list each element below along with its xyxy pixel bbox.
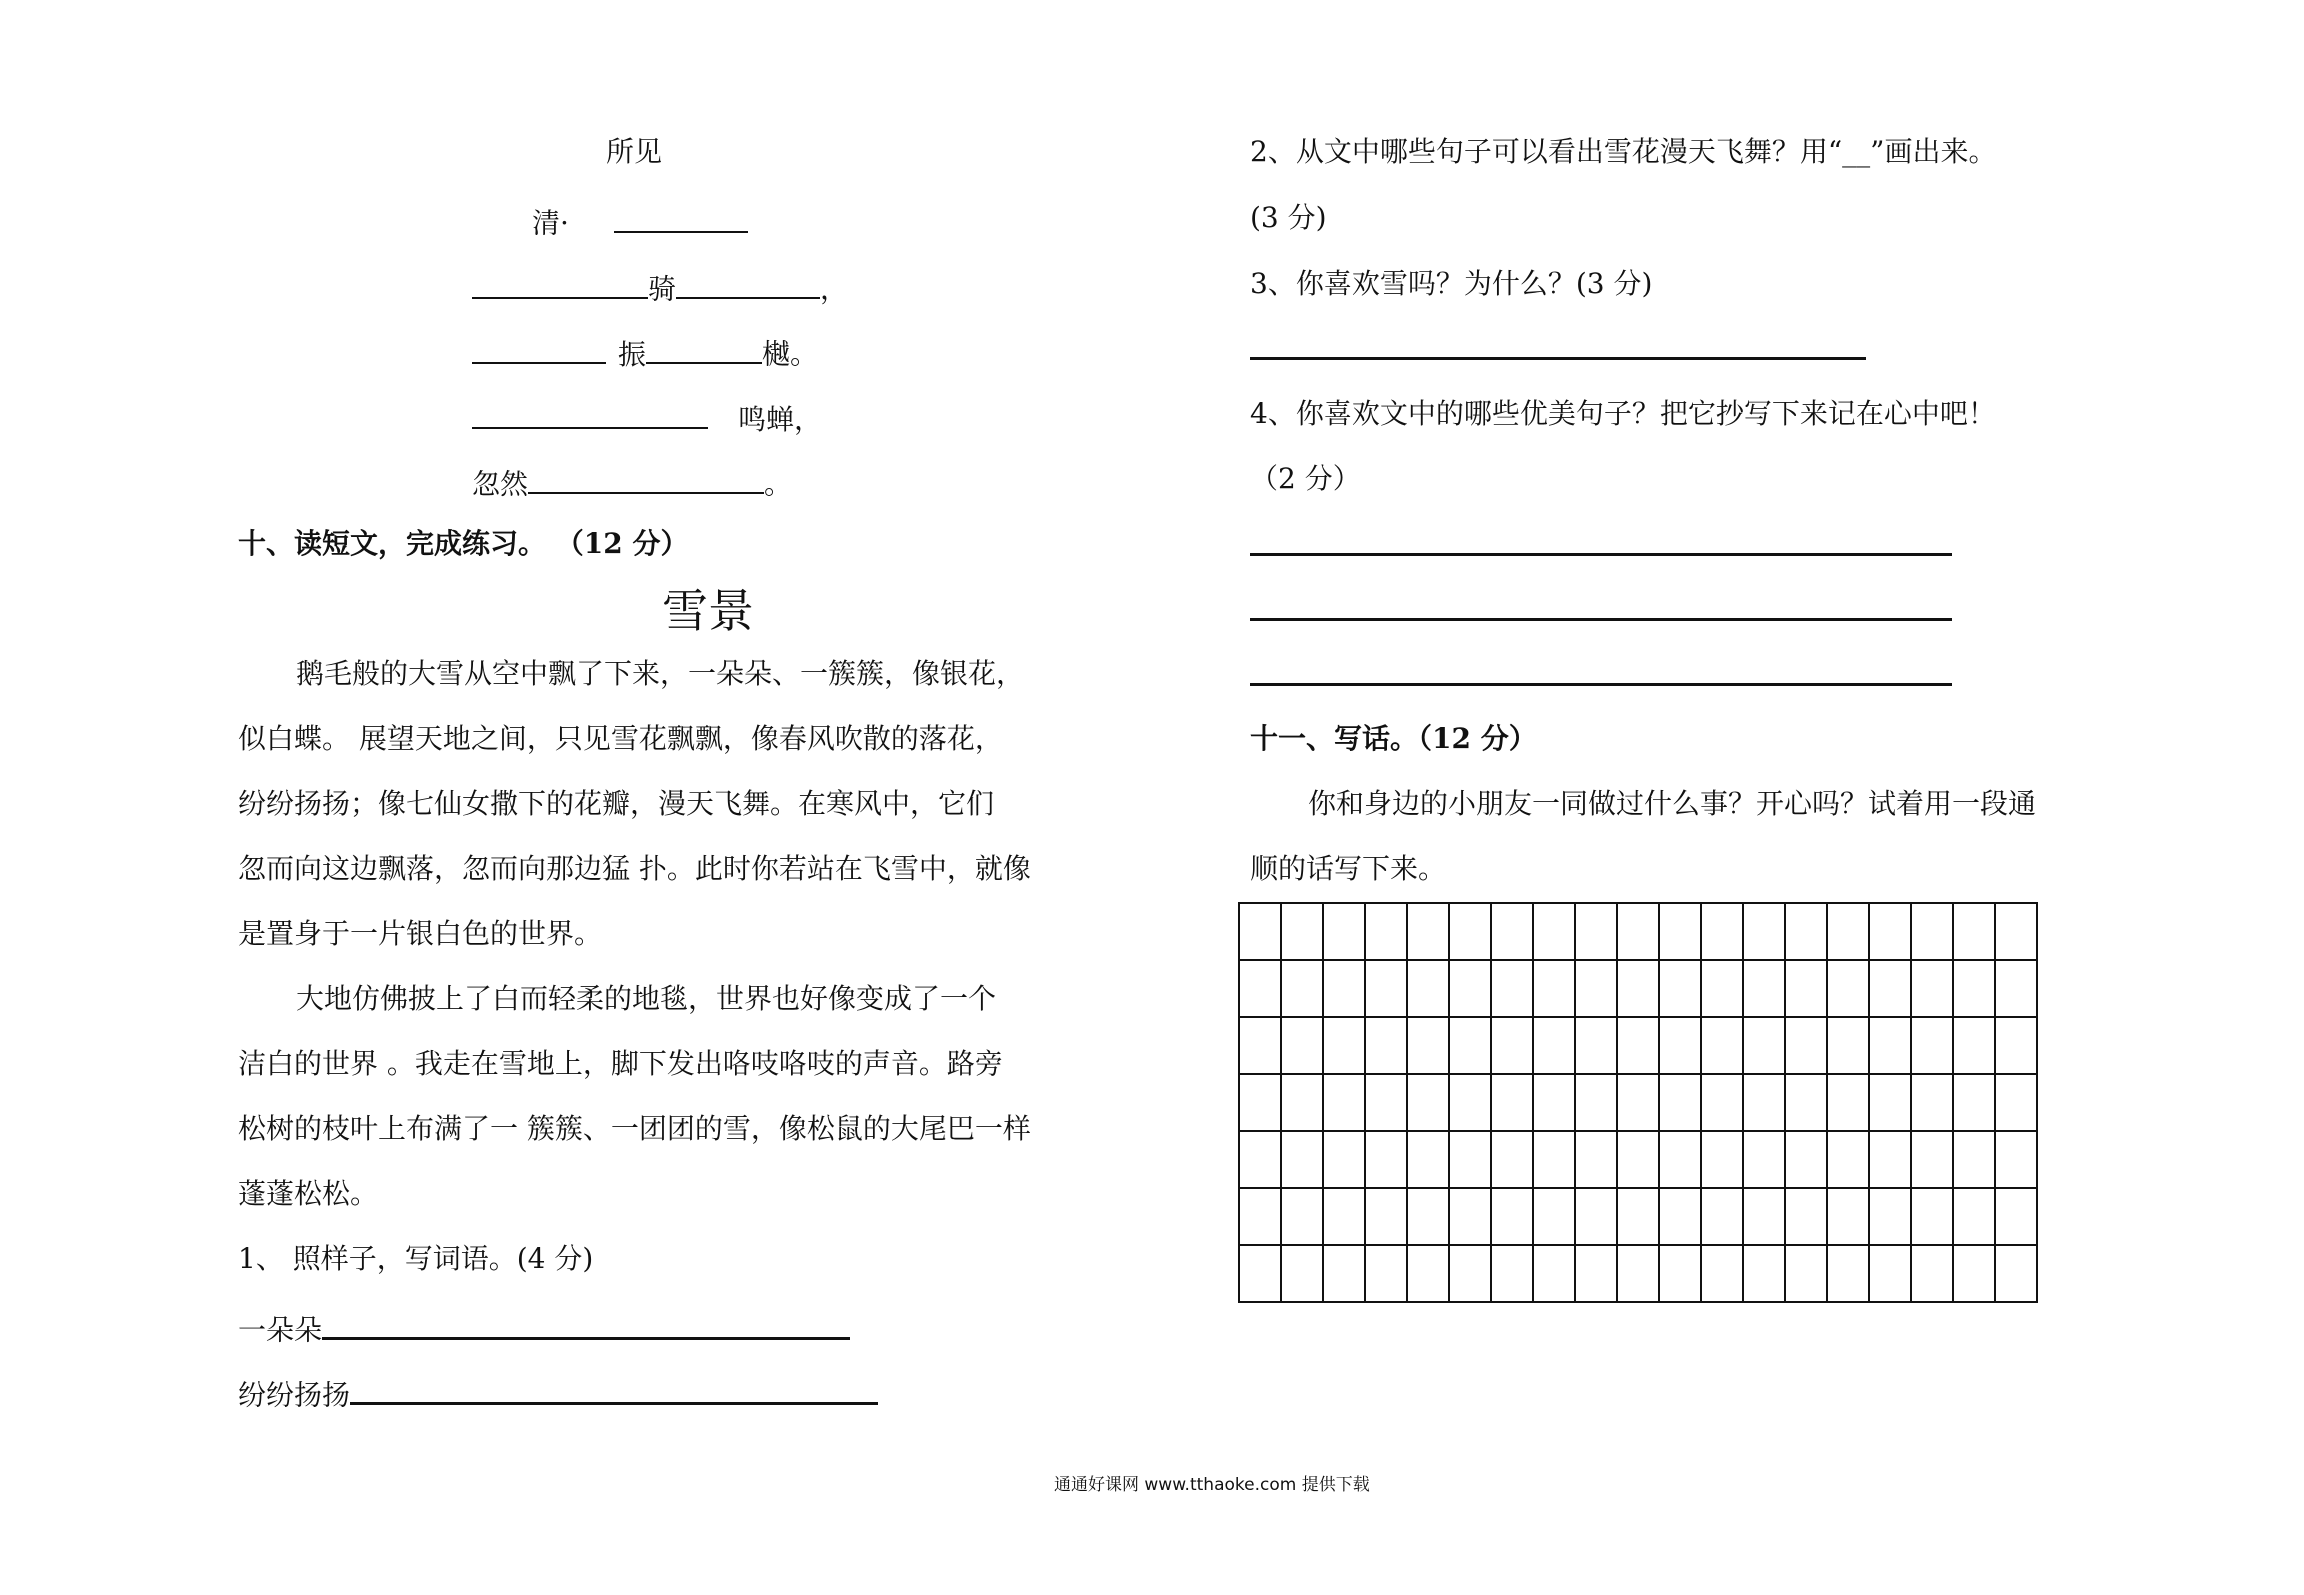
grid-cell[interactable] (1911, 1074, 1953, 1131)
grid-cell[interactable] (1701, 1074, 1743, 1131)
grid-cell[interactable] (1659, 1074, 1701, 1131)
grid-cell[interactable] (1491, 1131, 1533, 1188)
q1-answer-a (238, 1310, 850, 1345)
grid-row (1239, 1074, 2037, 1131)
poem-text: 骑 (648, 272, 677, 306)
grid-cell[interactable] (1491, 1188, 1533, 1245)
grid-cell[interactable] (1743, 960, 1785, 1017)
grid-cell[interactable] (1617, 1188, 1659, 1245)
grid-cell[interactable] (1995, 903, 2037, 960)
grid-cell[interactable] (1449, 1017, 1491, 1074)
grid-cell[interactable] (1911, 960, 1953, 1017)
passage-title: 雪景 (662, 584, 754, 638)
grid-cell[interactable] (1575, 903, 1617, 960)
grid-cell[interactable] (1323, 1074, 1365, 1131)
grid-row (1239, 1245, 2037, 1302)
grid-cell[interactable] (1869, 1074, 1911, 1131)
grid-cell[interactable] (1953, 1074, 1995, 1131)
passage-line: 纷纷扬扬；像七仙女撒下的花瓣，漫天飞舞。在寒风中，它们 (238, 787, 995, 820)
grid-cell[interactable] (1533, 1074, 1575, 1131)
grid-row (1239, 1131, 2037, 1188)
grid-cell[interactable] (1953, 1245, 1995, 1302)
poem-line-1 (472, 270, 848, 304)
grid-cell[interactable] (1365, 1188, 1407, 1245)
grid-row (1239, 1188, 2037, 1245)
grid-cell[interactable] (1491, 903, 1533, 960)
passage-line: 忽而向这边飘落，忽而向那边猛 扑。此时你若站在飞雪中，就像 (238, 852, 1031, 885)
grid-cell[interactable] (1365, 1131, 1407, 1188)
q1-blank-a[interactable] (322, 1310, 850, 1340)
grid-cell[interactable] (1533, 1017, 1575, 1074)
grid-cell[interactable] (1281, 1074, 1323, 1131)
section-10-heading: 十、读短文，完成练习。 （12 分） (238, 527, 689, 560)
grid-cell[interactable] (1617, 960, 1659, 1017)
grid-cell[interactable] (1323, 1017, 1365, 1074)
question-2: 2、从文中哪些句子可以看出雪花漫天飞舞？用“__”画出来。 (1250, 135, 1997, 168)
grid-cell[interactable] (1533, 1188, 1575, 1245)
grid-cell[interactable] (1743, 1188, 1785, 1245)
grid-cell[interactable] (1281, 1245, 1323, 1302)
grid-cell[interactable] (1491, 1017, 1533, 1074)
grid-cell[interactable] (1827, 1131, 1869, 1188)
grid-cell[interactable] (1365, 1245, 1407, 1302)
grid-cell[interactable] (1743, 1245, 1785, 1302)
grid-cell[interactable] (1575, 1131, 1617, 1188)
grid-cell[interactable] (1239, 960, 1281, 1017)
footer-credit: 通通好课网 www.tthaoke.com 提供下载 (1054, 1475, 1370, 1495)
q1-blank-b[interactable] (350, 1375, 878, 1405)
question-2-score: (3 分) (1250, 201, 1327, 234)
grid-cell[interactable] (1995, 1131, 2037, 1188)
grid-cell[interactable] (1869, 1245, 1911, 1302)
grid-cell[interactable] (1743, 1131, 1785, 1188)
grid-cell[interactable] (1785, 960, 1827, 1017)
grid-cell[interactable] (1869, 1017, 1911, 1074)
grid-cell[interactable] (1575, 1074, 1617, 1131)
grid-cell[interactable] (1365, 1074, 1407, 1131)
section-11-heading: 十一、写话。（12 分） (1250, 722, 1537, 755)
grid-cell[interactable] (1575, 1017, 1617, 1074)
q4-answer-line[interactable] (1250, 553, 1952, 556)
grid-cell[interactable] (1449, 960, 1491, 1017)
grid-cell[interactable] (1449, 1074, 1491, 1131)
grid-cell[interactable] (1785, 1245, 1827, 1302)
grid-cell[interactable] (1953, 903, 1995, 960)
grid-cell[interactable] (1827, 1074, 1869, 1131)
grid-cell[interactable] (1617, 1131, 1659, 1188)
grid-cell[interactable] (1953, 1188, 1995, 1245)
passage-line: 蓬蓬松松。 (238, 1177, 379, 1210)
question-4: 4、你喜欢文中的哪些优美句子？把它抄写下来记在心中吧！ (1250, 397, 1996, 430)
poem-author-prefix: 清· (532, 206, 569, 240)
grid-cell[interactable] (1995, 1074, 2037, 1131)
grid-cell[interactable] (1449, 1245, 1491, 1302)
grid-cell[interactable] (1281, 903, 1323, 960)
q4-answer-line[interactable] (1250, 618, 1952, 621)
grid-cell[interactable] (1911, 1245, 1953, 1302)
grid-cell[interactable] (1953, 1017, 1995, 1074)
grid-cell[interactable] (1533, 903, 1575, 960)
grid-cell[interactable] (1491, 1245, 1533, 1302)
grid-cell[interactable] (1323, 960, 1365, 1017)
grid-cell[interactable] (1785, 1074, 1827, 1131)
grid-cell[interactable] (1743, 1074, 1785, 1131)
grid-cell[interactable] (1659, 1017, 1701, 1074)
grid-cell[interactable] (1659, 903, 1701, 960)
writing-prompt: 你和身边的小朋友一同做过什么事？开心吗？试着用一段通 (1308, 787, 2037, 820)
poem-text: 。 (764, 467, 793, 501)
grid-cell[interactable] (1785, 1017, 1827, 1074)
poem-blank[interactable] (528, 465, 764, 494)
grid-cell[interactable] (1365, 1017, 1407, 1074)
passage-line: 松树的枝叶上布满了一 簇簇、一团团的雪，像松鼠的大尾巴一样 (238, 1112, 1031, 1145)
author-blank[interactable] (614, 204, 748, 233)
grid-cell[interactable] (1239, 1188, 1281, 1245)
grid-cell[interactable] (1743, 1017, 1785, 1074)
grid-cell[interactable] (1869, 960, 1911, 1017)
grid-cell[interactable] (1869, 1188, 1911, 1245)
grid-cell[interactable] (1449, 1131, 1491, 1188)
q1-answer-b (238, 1375, 878, 1410)
grid-cell[interactable] (1239, 903, 1281, 960)
passage-line: 鹅毛般的大雪从空中飘了下来，一朵朵、一簇簇，像银花， (296, 657, 1025, 690)
grid-cell[interactable] (1533, 960, 1575, 1017)
poem-text: 振 (618, 337, 647, 371)
grid-cell[interactable] (1953, 1131, 1995, 1188)
grid-cell[interactable] (1659, 1188, 1701, 1245)
grid-cell[interactable] (1617, 1074, 1659, 1131)
grid-cell[interactable] (1701, 1131, 1743, 1188)
question-3: 3、你喜欢雪吗？为什么？(3 分) (1250, 267, 1653, 300)
grid-cell[interactable] (1659, 960, 1701, 1017)
grid-cell[interactable] (1407, 903, 1449, 960)
poem-title: 所见 (606, 135, 663, 168)
grid-cell[interactable] (1281, 1131, 1323, 1188)
grid-cell[interactable] (1701, 1188, 1743, 1245)
grid-cell[interactable] (1911, 1188, 1953, 1245)
grid-cell[interactable] (1785, 1188, 1827, 1245)
grid-cell[interactable] (1533, 1131, 1575, 1188)
grid-cell[interactable] (1281, 1188, 1323, 1245)
grid-cell[interactable] (1323, 1188, 1365, 1245)
poem-text: 忽然 (472, 467, 529, 501)
grid-cell[interactable] (1743, 903, 1785, 960)
grid-cell[interactable] (1827, 1017, 1869, 1074)
grid-cell[interactable] (1365, 960, 1407, 1017)
q3-answer-line[interactable] (1250, 357, 1866, 360)
grid-cell[interactable] (1995, 960, 2037, 1017)
grid-cell[interactable] (1575, 960, 1617, 1017)
question-1: 1、 照样子，写词语。(4 分) (238, 1242, 594, 1275)
grid-cell[interactable] (1281, 1017, 1323, 1074)
grid-cell[interactable] (1407, 1074, 1449, 1131)
grid-cell[interactable] (1785, 903, 1827, 960)
grid-cell[interactable] (1533, 1245, 1575, 1302)
grid-cell[interactable] (1869, 1131, 1911, 1188)
question-4-score: （2 分） (1250, 462, 1361, 495)
grid-cell[interactable] (1659, 1245, 1701, 1302)
grid-cell[interactable] (1239, 1131, 1281, 1188)
passage-line: 洁白的世界 。我走在雪地上，脚下发出咯吱咯吱的声音。路旁 (238, 1047, 1003, 1080)
poem-line-2 (472, 335, 818, 369)
grid-cell[interactable] (1995, 1017, 2037, 1074)
grid-cell[interactable] (1323, 1131, 1365, 1188)
grid-cell[interactable] (1407, 1188, 1449, 1245)
grid-cell[interactable] (1701, 960, 1743, 1017)
grid-cell[interactable] (1449, 903, 1491, 960)
grid-cell[interactable] (1323, 903, 1365, 960)
grid-cell[interactable] (1575, 1245, 1617, 1302)
passage-line: 大地仿佛披上了白而轻柔的地毯，世界也好像变成了一个 (296, 982, 997, 1015)
grid-cell[interactable] (1281, 960, 1323, 1017)
poem-blank[interactable] (472, 270, 648, 299)
grid-cell[interactable] (1617, 903, 1659, 960)
grid-cell[interactable] (1407, 1131, 1449, 1188)
grid-cell[interactable] (1449, 1188, 1491, 1245)
grid-cell[interactable] (1575, 1188, 1617, 1245)
grid-row (1239, 903, 2037, 960)
grid-cell[interactable] (1911, 1017, 1953, 1074)
grid-cell[interactable] (1785, 1131, 1827, 1188)
grid-cell[interactable] (1239, 1017, 1281, 1074)
poem-blank[interactable] (676, 270, 820, 299)
grid-cell[interactable] (1701, 903, 1743, 960)
poem-line-3 (472, 400, 822, 434)
grid-cell[interactable] (1239, 1245, 1281, 1302)
grid-cell[interactable] (1827, 1188, 1869, 1245)
q1-example-b: 纷纷扬扬 (238, 1378, 351, 1412)
grid-cell[interactable] (1617, 1017, 1659, 1074)
passage-line: 是置身于一片银白色的世界。 (238, 917, 603, 950)
grid-cell[interactable] (1869, 903, 1911, 960)
writing-grid[interactable] (1238, 902, 2038, 1303)
grid-cell[interactable] (1407, 1245, 1449, 1302)
poem-blank[interactable] (646, 335, 762, 364)
grid-cell[interactable] (1407, 1017, 1449, 1074)
grid-cell[interactable] (1827, 903, 1869, 960)
grid-cell[interactable] (1995, 1245, 2037, 1302)
grid-cell[interactable] (1995, 1188, 2037, 1245)
grid-cell[interactable] (1239, 1074, 1281, 1131)
grid-cell[interactable] (1365, 903, 1407, 960)
grid-cell[interactable] (1701, 1245, 1743, 1302)
grid-cell[interactable] (1827, 960, 1869, 1017)
grid-cell[interactable] (1701, 1017, 1743, 1074)
grid-cell[interactable] (1407, 960, 1449, 1017)
grid-cell[interactable] (1659, 1131, 1701, 1188)
poem-text: 鸣蝉， (738, 402, 823, 436)
grid-cell[interactable] (1953, 960, 1995, 1017)
grid-cell[interactable] (1491, 1074, 1533, 1131)
q4-answer-line[interactable] (1250, 683, 1952, 686)
poem-text: 樾。 (762, 337, 819, 371)
passage-line: 似白蝶。 展望天地之间，只见雪花飘飘，像春风吹散的落花， (238, 722, 1003, 755)
poem-author-line (532, 204, 748, 238)
grid-cell[interactable] (1491, 960, 1533, 1017)
poem-blank[interactable] (472, 335, 606, 364)
writing-prompt: 顺的话写下来。 (1250, 852, 1447, 885)
poem-text: ， (820, 272, 849, 306)
poem-line-4 (472, 465, 792, 499)
grid-row (1239, 960, 2037, 1017)
grid-cell[interactable] (1827, 1245, 1869, 1302)
poem-blank[interactable] (472, 400, 708, 429)
grid-cell[interactable] (1617, 1245, 1659, 1302)
grid-cell[interactable] (1911, 903, 1953, 960)
q1-example-a: 一朵朵 (238, 1313, 323, 1347)
grid-row (1239, 1017, 2037, 1074)
grid-cell[interactable] (1323, 1245, 1365, 1302)
grid-cell[interactable] (1911, 1131, 1953, 1188)
